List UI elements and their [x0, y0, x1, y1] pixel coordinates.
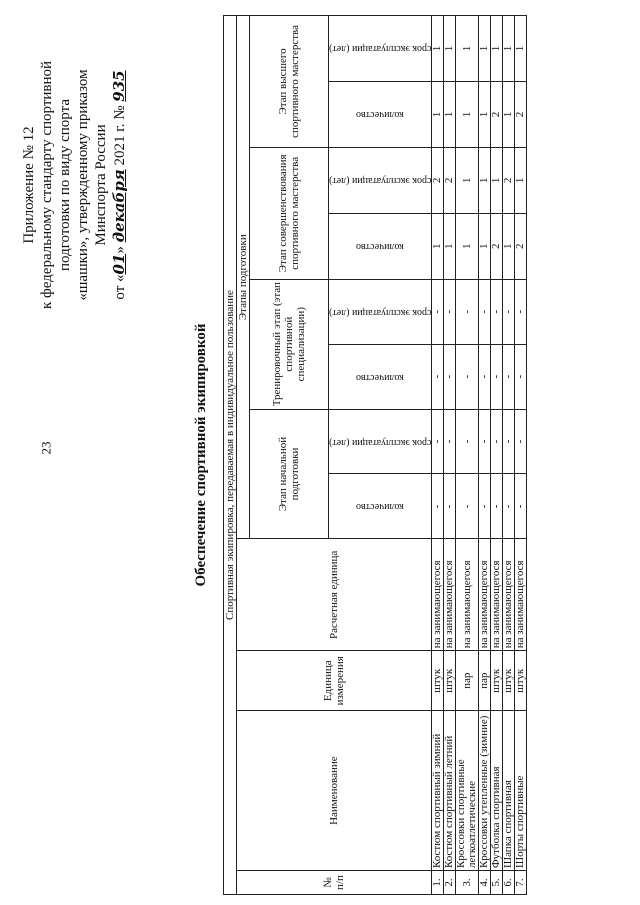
- col-calc-header: Расчетная единица: [237, 539, 432, 651]
- row-unit: штук: [491, 651, 503, 711]
- cell-quantity: 1: [444, 81, 456, 147]
- stage-header: Этап высшего спортивного мастерства: [250, 16, 329, 148]
- sub-header-qty: [329, 344, 432, 409]
- cell-quantity: -: [503, 344, 515, 409]
- equipment-table: [223, 15, 527, 895]
- appendix-line: Минспорта России: [93, 124, 109, 246]
- cell-quantity: 1: [456, 81, 479, 147]
- row-number: 7.: [515, 871, 527, 895]
- col-name-header: Наименование: [237, 711, 432, 871]
- cell-term: -: [456, 409, 479, 474]
- stage-header: Этап начальной подготовки: [250, 409, 329, 539]
- stage-header: Тренировочный этап (этап спортивной специализации): [250, 279, 329, 409]
- cell-term: 2: [432, 147, 444, 213]
- cell-term: 1: [479, 147, 491, 213]
- cell-term: 1: [479, 16, 491, 82]
- cell-quantity: -: [456, 474, 479, 539]
- row-name: Кроссовки утепленные (зимние): [479, 711, 491, 871]
- row-number: 3.: [456, 871, 479, 895]
- cell-quantity: -: [491, 344, 503, 409]
- sub-header-qty: [329, 213, 432, 279]
- cell-quantity: 1: [432, 81, 444, 147]
- row-unit: пар: [479, 651, 491, 711]
- page-title: Обеспечение спортивной экипировкой: [193, 323, 209, 587]
- appendix-line: подготовки по виду спорта: [57, 99, 73, 271]
- cell-term: 1: [444, 16, 456, 82]
- sub-header-label: срок эксплуатации (лет): [329, 436, 432, 448]
- sub-header-label: срок эксплуатации (лет): [329, 175, 432, 187]
- row-calc: на занимающегося: [503, 539, 515, 651]
- row-calc: на занимающегося: [432, 539, 444, 651]
- cell-quantity: -: [444, 474, 456, 539]
- row-name: Костюм спортивный зимний: [432, 711, 444, 871]
- cell-quantity: 1: [479, 81, 491, 147]
- cell-term: -: [491, 409, 503, 474]
- row-name: Футболка спортивная: [491, 711, 503, 871]
- cell-term: -: [515, 279, 527, 344]
- row-calc: на занимающегося: [456, 539, 479, 651]
- sub-header-term: [329, 147, 432, 213]
- cell-term: -: [432, 279, 444, 344]
- stages-header: Этапы подготовки: [237, 16, 250, 539]
- cell-quantity: -: [432, 344, 444, 409]
- row-calc: на занимающегося: [479, 539, 491, 651]
- cell-quantity: -: [479, 474, 491, 539]
- cell-term: -: [479, 279, 491, 344]
- sub-header-qty: [329, 474, 432, 539]
- table-row: [491, 16, 503, 895]
- sub-header-label: срок эксплуатации (лет): [329, 306, 432, 318]
- row-name: Костюм спортивный летний: [444, 711, 456, 871]
- cell-quantity: -: [515, 344, 527, 409]
- row-number: 1.: [432, 871, 444, 895]
- cell-term: 2: [503, 147, 515, 213]
- row-number: 4.: [479, 871, 491, 895]
- cell-quantity: -: [479, 344, 491, 409]
- row-number: 6.: [503, 871, 515, 895]
- cell-quantity: -: [515, 474, 527, 539]
- row-name: Шапка спортивная: [503, 711, 515, 871]
- row-unit: штук: [444, 651, 456, 711]
- cell-quantity: 2: [491, 81, 503, 147]
- cell-term: 2: [444, 147, 456, 213]
- cell-term: 1: [515, 147, 527, 213]
- row-unit: штук: [515, 651, 527, 711]
- rotated-page: [8, 15, 628, 895]
- sub-header-label: количество: [356, 501, 405, 513]
- date-prefix: от «: [112, 274, 128, 300]
- date-mid: »: [112, 246, 128, 254]
- appendix-line: к федеральному стандарту спортивной: [39, 60, 55, 310]
- cell-quantity: 2: [515, 81, 527, 147]
- cell-term: -: [444, 409, 456, 474]
- cell-quantity: -: [503, 474, 515, 539]
- table-row: [456, 16, 479, 895]
- cell-quantity: 1: [479, 213, 491, 279]
- cell-quantity: 1: [503, 213, 515, 279]
- cell-quantity: 1: [456, 213, 479, 279]
- cell-quantity: 2: [515, 213, 527, 279]
- cell-quantity: 1: [432, 213, 444, 279]
- row-unit: пар: [456, 651, 479, 711]
- sub-header-label: срок эксплуатации (лет): [329, 43, 432, 55]
- cell-quantity: -: [491, 474, 503, 539]
- appendix-date: [110, 35, 129, 335]
- sub-header-qty: [329, 81, 432, 147]
- cell-term: -: [515, 409, 527, 474]
- cell-term: 1: [456, 147, 479, 213]
- cell-quantity: 1: [503, 81, 515, 147]
- row-number: 2.: [444, 871, 456, 895]
- col-num-header: № п/п: [237, 871, 432, 895]
- row-unit: штук: [503, 651, 515, 711]
- cell-term: 1: [432, 16, 444, 82]
- cell-term: 1: [491, 147, 503, 213]
- appendix-header: [20, 35, 129, 335]
- cell-term: -: [491, 279, 503, 344]
- appendix-line: Приложение № 12: [21, 126, 37, 244]
- cell-term: -: [444, 279, 456, 344]
- table-row: [432, 16, 444, 895]
- table-row: [444, 16, 456, 895]
- cell-quantity: -: [456, 344, 479, 409]
- row-number: 5.: [491, 871, 503, 895]
- table-row: [503, 16, 515, 895]
- sub-header-label: количество: [356, 371, 405, 383]
- cell-term: -: [456, 279, 479, 344]
- date-month: декабря: [110, 169, 128, 243]
- row-calc: на занимающегося: [515, 539, 527, 651]
- stage-header: Этап совершенствования спортивного мастерства: [250, 147, 329, 279]
- cell-term: 1: [515, 16, 527, 82]
- page-number: 23: [38, 441, 54, 455]
- table-row: [479, 16, 491, 895]
- date-number: 935: [110, 70, 128, 102]
- sub-header-label: количество: [356, 109, 405, 121]
- cell-term: 1: [503, 16, 515, 82]
- row-calc: на занимающегося: [444, 539, 456, 651]
- sub-header-term: [329, 16, 432, 82]
- appendix-line: «шашки», утвержденному приказом: [75, 69, 91, 301]
- sub-header-term: [329, 279, 432, 344]
- col-unit-header: Единица измерения: [237, 651, 432, 711]
- table-row: [515, 16, 527, 895]
- cell-quantity: -: [432, 474, 444, 539]
- cell-quantity: 2: [491, 213, 503, 279]
- cell-quantity: -: [444, 344, 456, 409]
- cell-term: 1: [491, 16, 503, 82]
- cell-term: 1: [456, 16, 479, 82]
- cell-quantity: 1: [444, 213, 456, 279]
- row-calc: на занимающегося: [491, 539, 503, 651]
- cell-term: -: [503, 279, 515, 344]
- cell-term: -: [432, 409, 444, 474]
- cell-term: -: [503, 409, 515, 474]
- table-caption: Спортивная экипировка, передаваемая в индивидуальное пользование: [224, 16, 237, 895]
- sub-header-term: [329, 409, 432, 474]
- row-name: Кроссовки спортивные легкоатлетические: [456, 711, 479, 871]
- date-year: 2021 г. №: [112, 105, 128, 166]
- cell-term: -: [479, 409, 491, 474]
- date-day: 01: [110, 253, 128, 275]
- row-unit: штук: [432, 651, 444, 711]
- row-name: Шорты спортивные: [515, 711, 527, 871]
- sub-header-label: количество: [356, 241, 405, 253]
